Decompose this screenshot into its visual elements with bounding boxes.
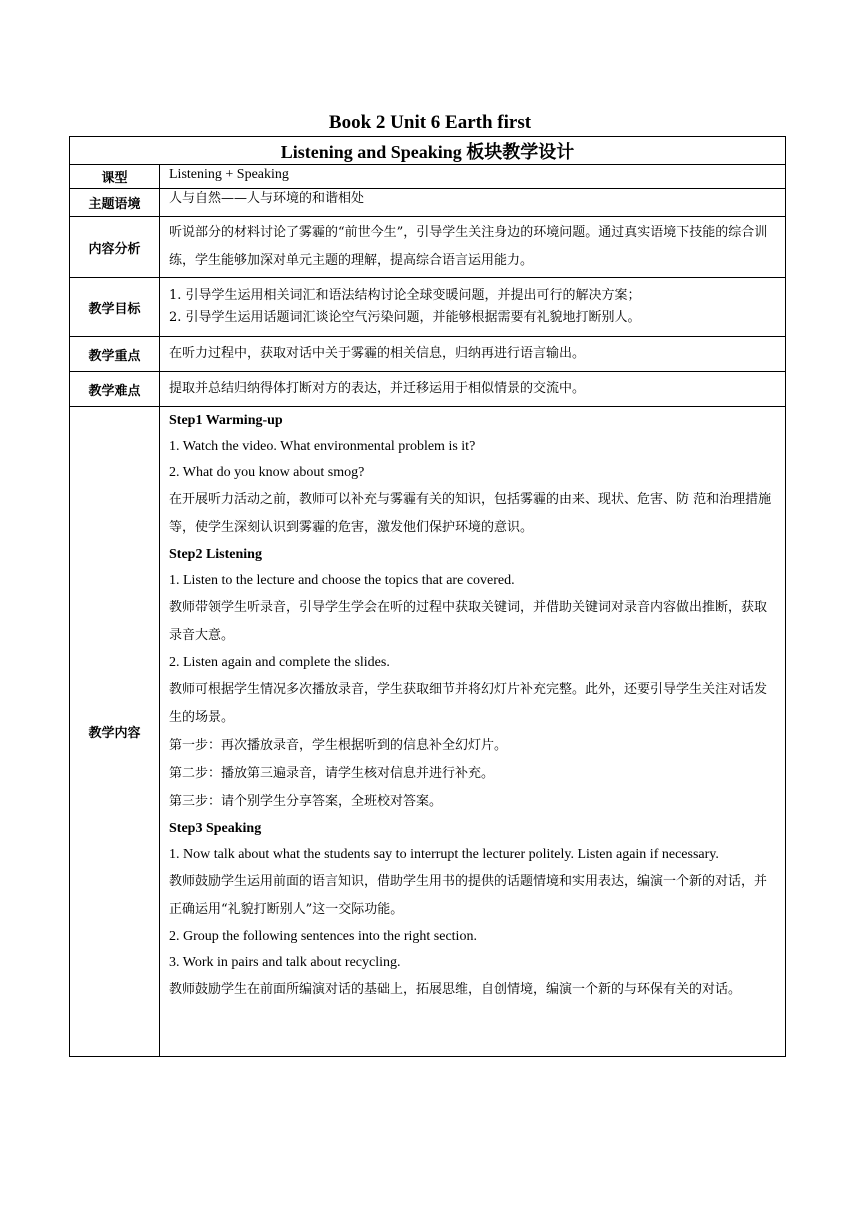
table-row [70,337,786,372]
lesson-plan-table [69,136,786,1057]
task-line: 3. Work in pairs and talk about recycling. [169,955,401,970]
key-points-label: 教学重点 [70,337,160,372]
task-line: 2. Listen again and complete the slides. [169,655,390,670]
table-header-row [70,137,786,165]
table-row [70,217,786,278]
goal-item: 2. 引导学生运用话题词汇谈论空气污染问题，并能够根据需要有礼貌地打断别人。 [169,310,641,325]
goals-value [160,278,786,337]
task-line: 2. Group the following sentences into the right section. [169,929,477,944]
table-row [70,407,786,1057]
teacher-note: 教师可根据学生情况多次播放录音，学生获取细节并将幻灯片补充完整。此外，还要引导学生关注对话发生的场景。 [169,682,768,725]
content-label: 教学内容 [70,407,160,1057]
sub-step: 第二步：播放第三遍录音，请学生核对信息并进行补充。 [169,766,495,781]
table-row [70,189,786,217]
task-line: 1. Listen to the lecture and choose the topics that are covered. [169,573,515,588]
task-line: 1. Now talk about what the students say to interrupt the lecturer politely. Listen again if necessary. [169,847,719,862]
difficulties-value: 提取并总结归纳得体打断对方的表达，并迁移运用于相似情景的交流中。 [160,372,786,407]
theme-label: 主题语境 [70,189,160,217]
table-header: Listening and Speaking 板块教学设计 [70,137,786,165]
sub-step: 第一步：再次播放录音，学生根据听到的信息补全幻灯片。 [169,738,508,753]
table-row [70,372,786,407]
analysis-label: 内容分析 [70,217,160,278]
goal-item: 1. 引导学生运用相关词汇和语法结构讨论全球变暖问题，并提出可行的解决方案； [169,288,641,303]
sub-step: 第三步：请个别学生分享答案，全班校对答案。 [169,794,443,809]
table-row [70,278,786,337]
document-title: Book 2 Unit 6 Earth first [328,112,532,133]
step-title: Step2 Listening [169,547,262,562]
content-value [160,407,786,1057]
goals-label: 教学目标 [70,278,160,337]
theme-value: 人与自然——人与环境的和谐相处 [160,189,786,217]
teacher-note: 教师带领学生听录音，引导学生学会在听的过程中获取关键词，并借助关键词对录音内容做出推断，获取录音大意。 [169,600,768,643]
lesson-type-label: 课型 [70,165,160,189]
task-line: 2. What do you know about smog? [169,465,365,480]
lesson-type-value: Listening + Speaking [160,165,786,189]
analysis-value: 听说部分的材料讨论了雾霾的“前世今生”，引导学生关注身边的环境问题。通过真实语境下技能的综合训练，学生能够加深对单元主题的理解，提高综合语言运用能力。 [160,217,786,278]
step-title: Step3 Speaking [169,821,262,836]
difficulties-label: 教学难点 [70,372,160,407]
teacher-note: 教师鼓励学生运用前面的语言知识，借助学生用书的提供的话题情境和实用表达，编演一个新的对话，并正确运用“礼貌打断别人”这一交际功能。 [169,874,768,917]
key-points-value: 在听力过程中，获取对话中关于雾霾的相关信息，归纳再进行语言输出。 [160,337,786,372]
task-line: 1. Watch the video. What environmental problem is it? [169,439,476,454]
step-title: Step1 Warming-up [169,413,283,428]
teacher-note: 教师鼓励学生在前面所编演对话的基础上，拓展思维，自创情境，编演一个新的与环保有关的对话。 [169,982,742,997]
table-row [70,165,786,189]
teacher-note: 在开展听力活动之前，教师可以补充与雾霾有关的知识，包括雾霾的由来、现状、危害、防 范和治理措施等，使学生深刻认识到雾霾的危害，激发他们保护环境的意识。 [169,492,772,535]
